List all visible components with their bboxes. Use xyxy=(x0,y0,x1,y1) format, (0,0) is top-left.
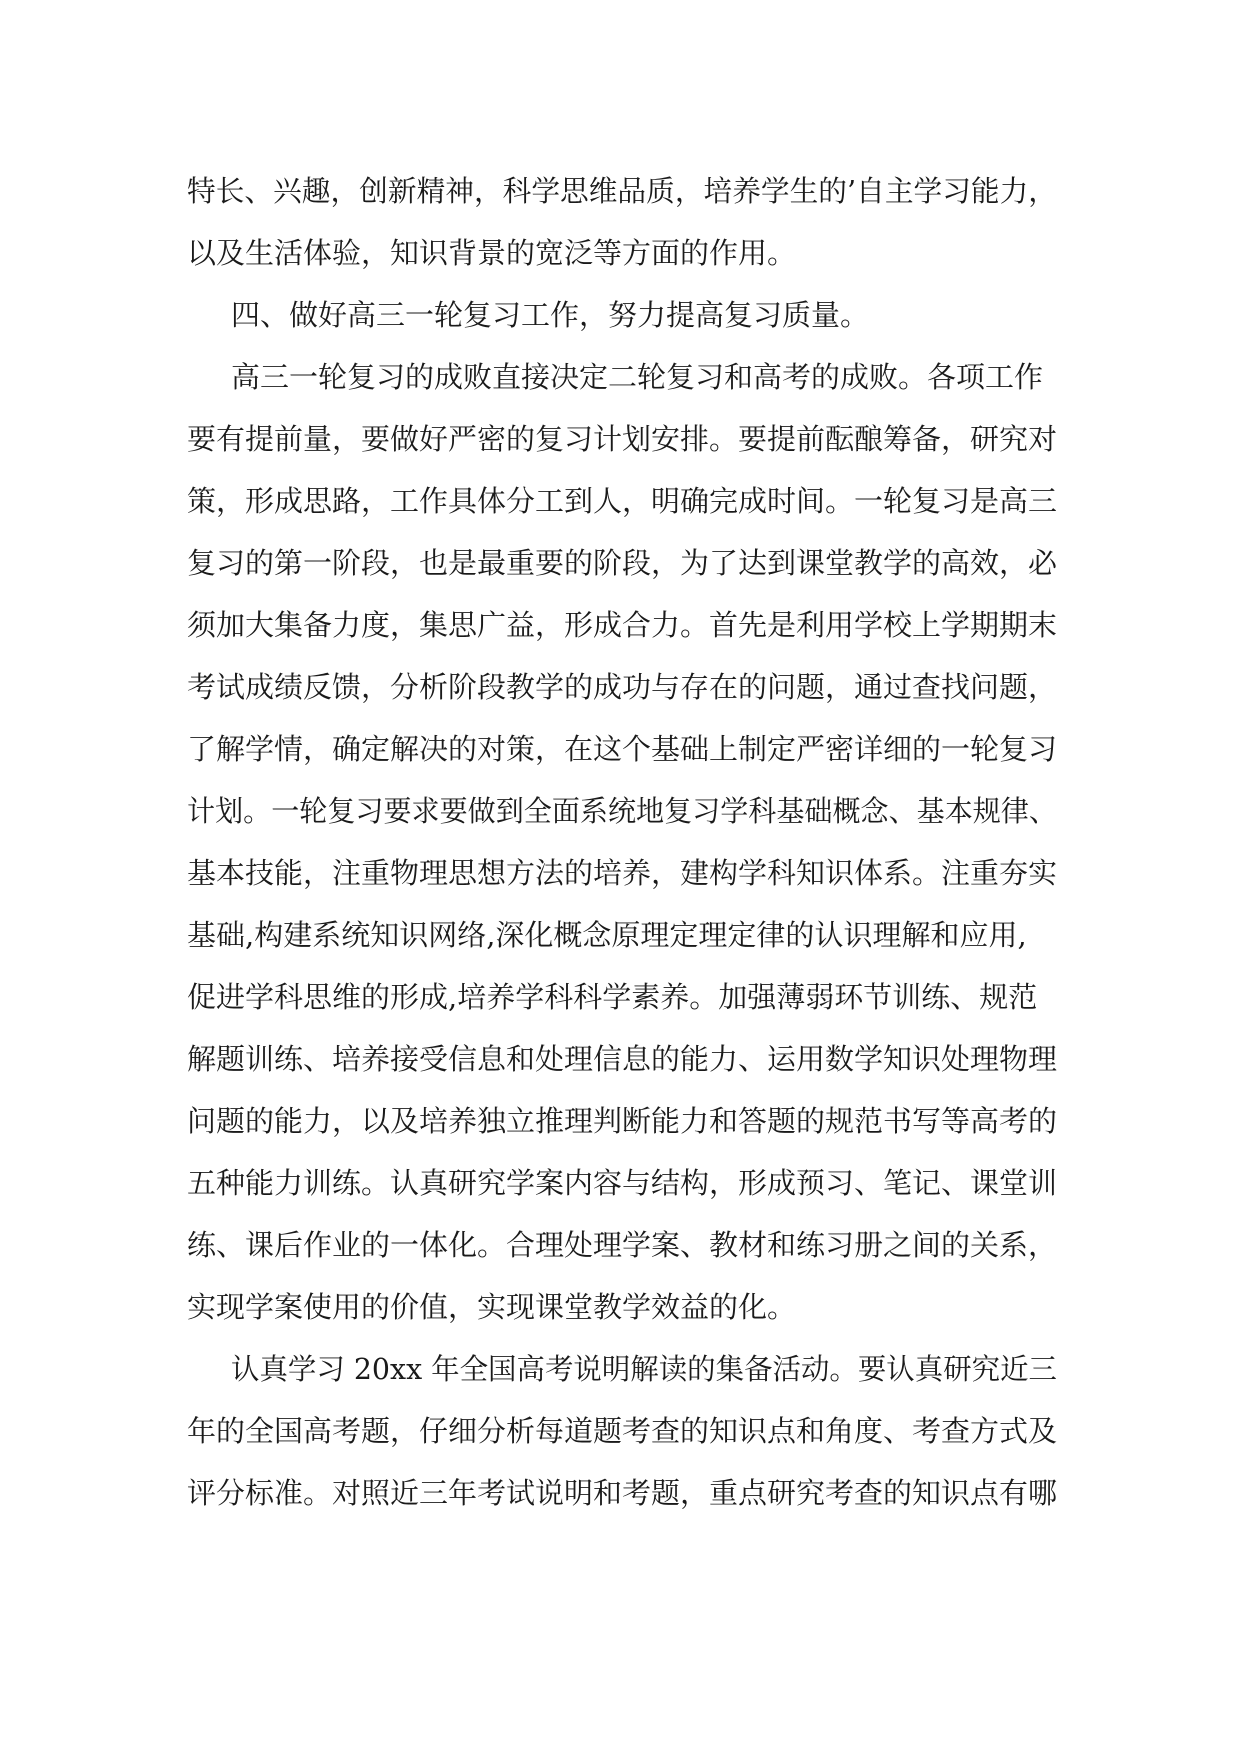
text-line: 策，形成思路，工作具体分工到人，明确完成时间。一轮复习是高三 xyxy=(187,484,1058,518)
text-line: 五种能力训练。认真研究学案内容与结构，形成预习、笔记、课堂训 xyxy=(187,1166,1058,1200)
text-line: 考试成绩反馈，分析阶段教学的成功与存在的问题，通过查找问题， xyxy=(187,670,1058,704)
text-line: 基础,构建系统知识网络,深化概念原理定理定律的认识理解和应用, xyxy=(187,918,1027,952)
text-line: 特长、兴趣，创新精神，科学思维品质，培养学生的’自主学习能力， xyxy=(187,174,1057,208)
text-line: 计划。一轮复习要求要做到全面系统地复习学科基础概念、基本规律、 xyxy=(187,794,1057,828)
text-line: 以及生活体验，知识背景的宽泛等方面的作用。 xyxy=(187,236,797,270)
text-line: 练、课后作业的一体化。合理处理学案、教材和练习册之间的关系， xyxy=(187,1228,1058,1262)
text-line: 问题的能力，以及培养独立推理判断能力和答题的规范书写等高考的 xyxy=(187,1104,1058,1138)
paragraph-first-line: 四、做好高三一轮复习工作，努力提高复习质量。 xyxy=(231,298,870,332)
text-line: 促进学科思维的形成,培养学科科学素养。加强薄弱环节训练、规范 xyxy=(187,980,1038,1014)
text-line: 解题训练、培养接受信息和处理信息的能力、运用数学知识处理物理 xyxy=(187,1042,1058,1076)
text-line: 实现学案使用的价值，实现课堂教学效益的化。 xyxy=(187,1290,797,1324)
text-line: 了解学情，确定解决的对策，在这个基础上制定严密详细的一轮复习 xyxy=(187,732,1058,766)
text-line: 要有提前量，要做好严密的复习计划安排。要提前酝酿筹备，研究对 xyxy=(187,422,1058,456)
text-line: 基本技能，注重物理思想方法的培养，建构学科知识体系。注重夯实 xyxy=(187,856,1058,890)
document-body xyxy=(187,160,1057,1524)
paragraph-first-line: 认真学习 20xx 年全国高考说明解读的集备活动。要认真研究近三 xyxy=(231,1352,1057,1386)
text-line: 须加大集备力度，集思广益，形成合力。首先是利用学校上学期期末 xyxy=(187,608,1058,642)
text-line: 年的全国高考题，仔细分析每道题考查的知识点和角度、考查方式及 xyxy=(187,1414,1058,1448)
text-line: 评分标准。对照近三年考试说明和考题，重点研究考查的知识点有哪 xyxy=(187,1476,1058,1510)
paragraph-first-line: 高三一轮复习的成败直接决定二轮复习和高考的成败。各项工作 xyxy=(231,360,1044,394)
text-line: 复习的第一阶段，也是最重要的阶段，为了达到课堂教学的高效，必 xyxy=(187,546,1058,580)
